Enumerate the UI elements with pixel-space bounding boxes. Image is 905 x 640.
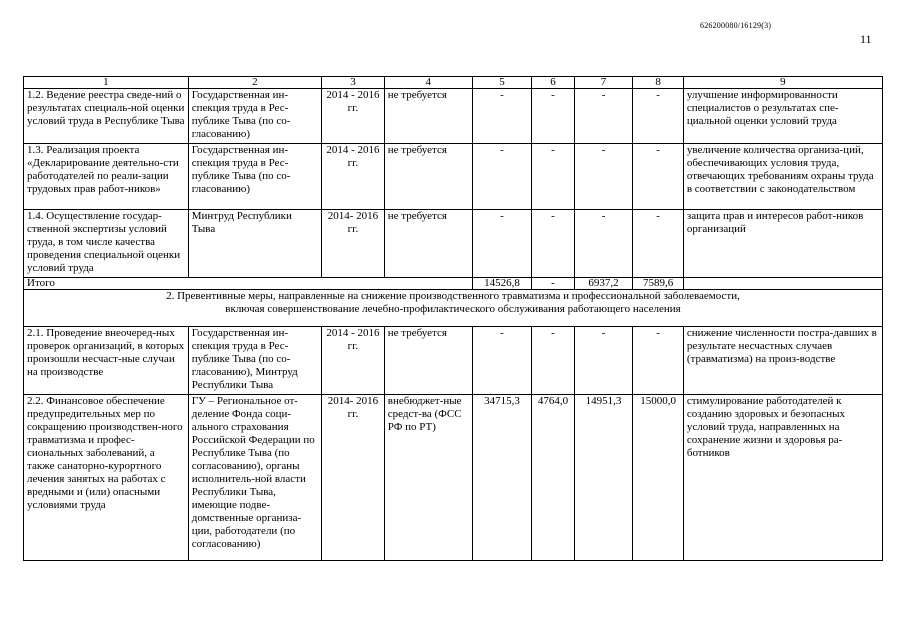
total-2015: 6937,2 xyxy=(574,278,633,290)
total-2014: - xyxy=(532,278,574,290)
section-header-row xyxy=(24,290,883,327)
year-2015-cell: - xyxy=(574,144,633,210)
year-2014-cell: 4764,0 xyxy=(532,395,574,561)
year-2016-cell: - xyxy=(633,144,684,210)
year-2014-cell: - xyxy=(532,89,574,144)
section-title xyxy=(24,290,883,327)
year-2014-cell: - xyxy=(532,144,574,210)
period-cell: 2014 - 2016 гг. xyxy=(322,327,385,395)
period-cell: 2014- 2016 гг. xyxy=(322,395,385,561)
table-row xyxy=(24,327,883,395)
table-row xyxy=(24,210,883,278)
column-number: 4 xyxy=(384,77,472,89)
source-cell: не требуется xyxy=(384,89,472,144)
year-2016-cell: - xyxy=(633,89,684,144)
result-cell: снижение численности постра-давших в результате несчастных случаев (травматизма) на произ-водстве xyxy=(683,327,882,395)
year-2016-cell: - xyxy=(633,327,684,395)
total-label: Итого xyxy=(24,278,473,290)
executor-cell: ГУ – Региональное от-деление Фонда соци-ального страхования Российской Федерации по Республике Тыва (по согласованию), органы исполнитель-ной власти Республики Тыва, имеющие подве-домственные организа-ции, работодатели (по согласованию) xyxy=(188,395,321,561)
document-code: 626200080/16129(3) xyxy=(700,21,772,30)
year-2015-cell: - xyxy=(574,89,633,144)
source-cell: не требуется xyxy=(384,327,472,395)
measure-cell: 1.4. Осуществление государ-ственной экспертизы условий труда, в том числе качества проведения специальной оценки условий труда xyxy=(24,210,189,278)
measure-cell: 1.2. Ведение реестра сведе-ний о результатах специаль-ной оценки условий труда в Республике Тыва xyxy=(24,89,189,144)
measure-cell: 1.3. Реализация проекта «Декларирование деятельно-сти работодателей по реали-зации трудовых прав работ-ников» xyxy=(24,144,189,210)
result-cell: защита прав и интересов работ-ников организаций xyxy=(683,210,882,278)
column-number: 9 xyxy=(683,77,882,89)
executor-cell: Государственная ин-спекция труда в Рес-публике Тыва (по со-гласованию) xyxy=(188,144,321,210)
column-number-row xyxy=(24,77,883,89)
source-cell: не требуется xyxy=(384,144,472,210)
year-2016-cell: 15000,0 xyxy=(633,395,684,561)
table-row xyxy=(24,89,883,144)
year-2016-cell: - xyxy=(633,210,684,278)
executor-cell: Минтруд Республики Тыва xyxy=(188,210,321,278)
year-2015-cell: - xyxy=(574,327,633,395)
result-cell: улучшение информированности специалистов о результатах спе-циальной оценки условий труда xyxy=(683,89,882,144)
column-number: 1 xyxy=(24,77,189,89)
table-row xyxy=(24,144,883,210)
executor-cell: Государственная ин-спекция труда в Рес-публике Тыва (по со-гласованию) xyxy=(188,89,321,144)
total-cell: - xyxy=(472,144,532,210)
total-cell: - xyxy=(472,327,532,395)
result-cell: увеличение количества организа-ций, обеспечивающих условия труда, отвечающих требованиям охраны труда в соответствии с законодательством xyxy=(683,144,882,210)
program-table xyxy=(23,76,883,561)
total-sum: 14526,8 xyxy=(472,278,532,290)
column-number: 6 xyxy=(532,77,574,89)
section-title-line: включая совершенствование лечебно-профилактического обслуживания работающего населения xyxy=(225,303,681,315)
period-cell: 2014- 2016 гг. xyxy=(322,210,385,278)
period-cell: 2014 - 2016 гг. xyxy=(322,89,385,144)
year-2014-cell: - xyxy=(532,210,574,278)
year-2015-cell: 14951,3 xyxy=(574,395,633,561)
result-cell: стимулирование работодателей к созданию здоровых и безопасных условий труда, направленных на сохранение жизни и здоровья ра-ботников xyxy=(683,395,882,561)
period-cell: 2014 - 2016 гг. xyxy=(322,144,385,210)
source-cell: не требуется xyxy=(384,210,472,278)
column-number: 8 xyxy=(633,77,684,89)
column-number: 5 xyxy=(472,77,532,89)
total-empty xyxy=(683,278,882,290)
column-number: 2 xyxy=(188,77,321,89)
measure-cell: 2.2. Финансовое обеспечение предупредительных мер по сокращению производствен-ного травматизма и профес-сиональных заболеваний, а также санаторно-курортного лечения занятых на работах с вредными и (или) опасными условиями труда xyxy=(24,395,189,561)
page-number: 11 xyxy=(860,32,872,46)
measure-cell: 2.1. Проведение внеочеред-ных проверок организаций, в которых произошли несчаст-ные случаи на производстве xyxy=(24,327,189,395)
table-row xyxy=(24,395,883,561)
total-2016: 7589,6 xyxy=(633,278,684,290)
column-number: 7 xyxy=(574,77,633,89)
total-cell: - xyxy=(472,89,532,144)
year-2014-cell: - xyxy=(532,327,574,395)
total-row xyxy=(24,278,883,290)
column-number: 3 xyxy=(322,77,385,89)
executor-cell: Государственная ин-спекция труда в Рес-публике Тыва (по со-гласованию), Минтруд Республики Тыва xyxy=(188,327,321,395)
source-cell: внебюджет-ные средст-ва (ФСС РФ по РТ) xyxy=(384,395,472,561)
section-title-line: 2. Превентивные меры, направленные на снижение производственного травматизма и профессиональной заболеваемости, xyxy=(166,290,740,302)
total-cell: 34715,3 xyxy=(472,395,532,561)
year-2015-cell: - xyxy=(574,210,633,278)
total-cell: - xyxy=(472,210,532,278)
